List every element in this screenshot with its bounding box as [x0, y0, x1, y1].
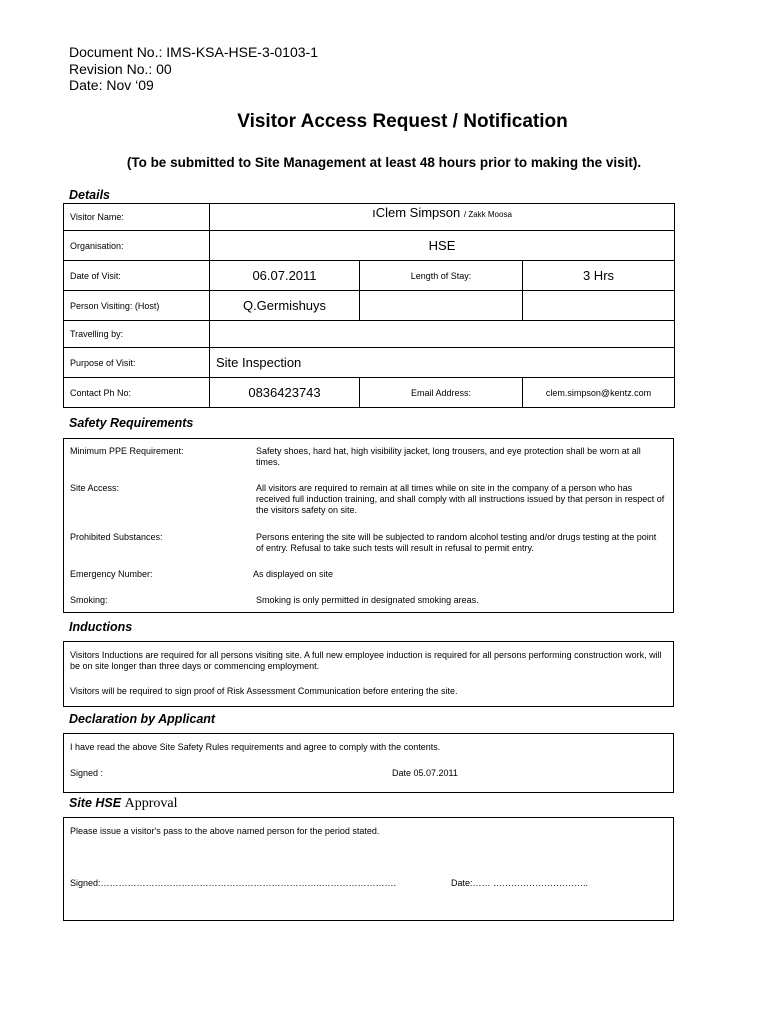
purpose-label: Purpose of Visit:	[64, 348, 210, 378]
document-number: Document No.: IMS-KSA-HSE-3-0103-1	[69, 44, 318, 60]
date-of-visit-field[interactable]	[210, 261, 360, 291]
safety-box	[63, 438, 674, 613]
organisation-value: HSE	[428, 238, 456, 253]
blank-cell[interactable]	[360, 291, 523, 321]
inductions-box	[63, 641, 674, 707]
visitor-name-value: ıClem Simpson	[372, 205, 461, 220]
date-of-visit-row	[64, 261, 675, 291]
approval-box	[63, 817, 674, 921]
declaration-signed-label: Signed :	[70, 768, 104, 778]
purpose-row	[64, 348, 675, 378]
organisation-row	[64, 231, 675, 261]
declaration-date: Date 05.07.2011	[392, 768, 458, 778]
inductions-text: Visitors Inductions are required for all persons visiting site. A full new employee induction is required for all persons performing construction work, will be on site longer than three days or commencing employment.	[70, 650, 662, 671]
organisation-field[interactable]	[210, 231, 675, 261]
length-of-stay-label: Length of Stay:	[360, 261, 523, 291]
length-of-stay-value: 3 Hrs	[582, 268, 615, 283]
visitor-name-field[interactable]	[210, 204, 675, 231]
page-subtitle: (To be submitted to Site Management at least 48 hours prior to making the visit).	[126, 155, 642, 170]
smoking-text: Smoking is only permitted in designated smoking areas.	[256, 595, 479, 605]
visitor-name-row	[64, 204, 675, 231]
email-field[interactable]	[523, 378, 675, 408]
approval-text: Please issue a visitor's pass to the above named person for the period stated.	[70, 826, 380, 836]
contact-label: Contact Ph No:	[64, 378, 210, 408]
declaration-box	[63, 733, 674, 793]
email-value: clem.simpson@kentz.com	[545, 387, 652, 398]
emergency-text: As displayed on site	[253, 569, 334, 579]
approval-heading-bold: Site HSE	[69, 796, 122, 810]
safety-heading: Safety Requirements	[69, 416, 194, 430]
prohibited-text: Persons entering the site will be subjected to random alcohol testing and/or drugs testing at the point of entry. Refusal to take such tests will result in refusal to permit entry.	[256, 532, 657, 553]
purpose-field[interactable]	[210, 348, 675, 378]
approval-date-line[interactable]: Date:…… …………………………..	[451, 878, 589, 888]
travelling-by-label: Travelling by:	[64, 321, 210, 348]
revision-number: Revision No.: 00	[69, 61, 172, 77]
details-table	[63, 203, 675, 408]
site-access-label: Site Access:	[70, 483, 120, 493]
approval-heading	[69, 796, 177, 812]
person-visiting-label: Person Visiting: (Host)	[64, 291, 210, 321]
person-visiting-row	[64, 291, 675, 321]
length-of-stay-field[interactable]	[523, 261, 675, 291]
person-visiting-value: Q.Germishuys	[242, 298, 327, 313]
person-visiting-field[interactable]	[210, 291, 360, 321]
email-label: Email Address:	[360, 378, 523, 408]
approval-heading-rest: Approval	[124, 796, 178, 811]
date-of-visit-value: 06.07.2011	[252, 268, 317, 283]
prohibited-label: Prohibited Substances:	[70, 532, 163, 542]
site-access-text: All visitors are required to remain at all times while on site in the company of a person who has received full induction training, and shall comply with all instructions issued by that person in respect of the visitors safety on site.	[256, 483, 665, 515]
travelling-by-row	[64, 321, 675, 348]
ppe-label: Minimum PPE Requirement:	[70, 446, 184, 456]
inductions-heading: Inductions	[69, 620, 133, 634]
details-heading: Details	[69, 188, 110, 202]
blank-cell[interactable]	[523, 291, 675, 321]
declaration-text: I have read the above Site Safety Rules requirements and agree to comply with the contents.	[70, 742, 441, 752]
approval-signed-line[interactable]: Signed:………………………………………………………………..…………………….	[70, 878, 397, 888]
contact-value: 0836423743	[248, 385, 321, 400]
ppe-text: Safety shoes, hard hat, high visibility jacket, long trousers, and eye protection shall be worn at all times.	[256, 446, 641, 467]
contact-field[interactable]	[210, 378, 360, 408]
visitor-name-label: Visitor Name:	[64, 204, 210, 231]
page-title: Visitor Access Request / Notification	[237, 111, 568, 132]
risk-assessment-text: Visitors will be required to sign proof of Risk Assessment Communication before entering the site.	[70, 686, 458, 696]
document-date: Date: Nov ‘09	[69, 77, 154, 93]
purpose-value: Site Inspection	[216, 355, 302, 370]
contact-row	[64, 378, 675, 408]
organisation-label: Organisation:	[64, 231, 210, 261]
emergency-label: Emergency Number:	[70, 569, 153, 579]
smoking-label: Smoking:	[70, 595, 108, 605]
declaration-heading: Declaration by Applicant	[69, 712, 216, 726]
visitor-name-aside: / Zakk Moosa	[463, 210, 512, 219]
travelling-by-field[interactable]	[210, 321, 675, 348]
date-of-visit-label: Date of Visit:	[64, 261, 210, 291]
